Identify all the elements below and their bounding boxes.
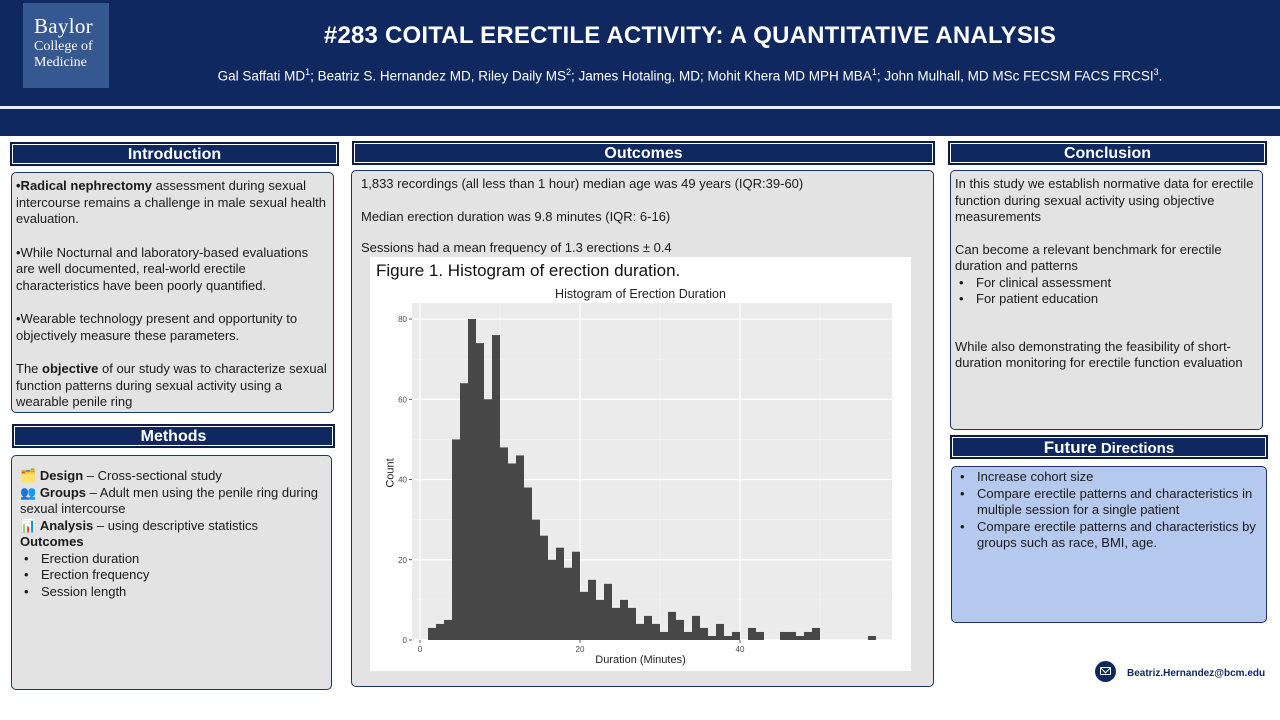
groups-label: Groups [39,484,87,500]
histogram-bar [468,319,476,640]
histogram-bar [476,343,484,640]
design-text: – Cross-sectional study [83,468,222,483]
histogram-bar [556,548,564,640]
email-icon [1095,661,1116,682]
outcomes-line-2: Median erection duration was 9.8 minutes (IQR: 6-16) [361,208,671,224]
y-tick-label: 60 [398,395,407,405]
list-item: • Compare erectile patterns and characteristics in multiple session for a single patient [956,486,1262,519]
intro-paragraph-4 [16,361,329,411]
list-item: • Increase cohort size [956,469,1262,486]
histogram-bar [460,383,468,640]
histogram-bar [724,636,732,640]
baylor-logo [23,3,109,88]
contact-email[interactable]: Beatriz.Hernandez@bcm.edu [1127,668,1266,679]
histogram-bar [524,488,532,640]
histogram-bar [732,632,740,640]
list-item: • Compare erectile patterns and characteristics by groups such as race, BMI, age. [956,519,1262,552]
y-tick-label: 20 [398,555,407,565]
y-tick-label: 40 [398,475,407,485]
y-tick-label: 0 [402,636,407,645]
histogram-bar [580,592,588,640]
list-item: • Erection frequency [20,567,323,584]
histogram-bar [596,600,604,640]
outcomes-line-3: Sessions had a mean frequency of 1.3 erections ± 0.4 [361,240,672,255]
list-item: • Session length [20,584,323,601]
histogram-bar [572,552,580,640]
histogram-bar [532,520,540,640]
methods-box [11,455,332,690]
list-item: • For patient education [955,291,1258,308]
author-list [205,64,1175,85]
design-label: Design [39,468,84,483]
histogram-bar [684,632,692,640]
intro-objective-term: objective [42,361,99,376]
histogram-bar [620,600,628,640]
x-tick-label: 20 [575,645,585,654]
conclusion-list [955,275,1258,308]
histogram-bar [780,632,788,640]
outcomes-label-text: Outcomes [20,534,84,549]
future-list [956,469,1262,552]
methods-groups [20,485,323,518]
future-heading-part-2: Directions [1096,440,1175,457]
conclusion-paragraph-1: In this study we establish normative data for erectile function during sexual activity using objective measurements [955,176,1254,224]
author-2-affil: 2 [565,67,571,77]
groups-text: – Adult men using the penile ring during sexual intercourse [20,484,319,516]
methods-analysis [20,518,323,535]
future-directions-heading [950,435,1268,459]
histogram-bar [452,439,460,640]
future-heading-part-1: Future [1043,438,1097,457]
histogram-bar [604,584,612,640]
figure-caption: Figure 1. Histogram of erection duration. [376,261,681,280]
conclusion-paragraph-3: While also demonstrating the feasibility of short-duration monitoring for erectile function evaluation [955,338,1243,370]
conclusion-box [950,170,1263,430]
y-tick-label: 80 [398,315,407,325]
conclusion-paragraph-2: Can become a relevant benchmark for erectile duration and patterns [955,241,1222,273]
histogram-bar [500,447,508,640]
methods-design [20,468,323,485]
histogram-chart [370,257,911,671]
intro-p4-pre: The [16,361,43,376]
intro-paragraph-2: •While Nocturnal and laboratory-based evaluations are well documented, real-world erectile characteristics have been poorly quantified. [16,244,309,293]
introduction-box [11,172,334,413]
intro-paragraph-1-text: assessment during sexual intercourse remains a challenge in male sexual health evaluation. [16,178,327,226]
author-1: Gal Saffati MD [217,68,306,84]
histogram-bar [796,636,804,640]
histogram-bar [652,624,660,640]
histogram-bar [788,632,796,640]
intro-paragraph-1 [16,178,329,228]
introduction-heading: Introduction [10,142,339,166]
analysis-label: Analysis [39,517,94,533]
histogram-bar [492,335,500,640]
y-axis-label: Count [384,458,397,488]
bar-chart-icon: 📊 [20,517,37,533]
histogram-bar [436,624,444,640]
logo-line-3: Medicine [34,55,87,70]
intro-bold-term: •Radical nephrectomy [16,178,153,193]
author-3: ; James Hotaling, MD; Mohit Khera MD MPH MBA [570,68,872,84]
intro-p4-rest: of our study was to characterize sexual function patterns during sexual activity using a wearable penile ring [16,361,327,409]
histogram-bar [668,612,676,640]
conclusion-heading: Conclusion [948,141,1267,165]
list-item: • Erection duration [20,551,323,568]
poster-header [0,0,1280,106]
histogram-bar [636,624,644,640]
author-end: . [1158,68,1163,84]
methods-heading: Methods [12,424,335,448]
header-band [0,109,1280,136]
histogram-bar [564,568,572,640]
histogram-bar [700,628,708,640]
histogram-bar [484,399,492,640]
histogram-bar [588,580,596,640]
histogram-bar [540,536,548,640]
histogram-bar [444,620,452,640]
histogram-bar [612,608,620,640]
logo-line-1: Baylor [34,14,93,38]
poster-title: #283 COITAL ERECTILE ACTIVITY: A QUANTITATIVE ANALYSIS [323,22,1057,49]
outcomes-line-1: 1,833 recordings (all less than 1 hour) median age was 49 years (IQR:39-60) [361,176,804,191]
x-tick-label: 40 [735,645,745,654]
histogram-bar [748,628,756,640]
intro-paragraph-3: •Wearable technology present and opportunity to objectively measure these parameters. [16,311,298,343]
x-axis-label: Duration (Minutes) [595,654,686,666]
analysis-text: – using descriptive statistics [93,517,259,533]
histogram-bar [628,608,636,640]
histogram-bar [644,616,652,640]
folder-icon: 🗂️ [20,468,37,483]
histogram-figure [370,257,911,671]
outcomes-heading: Outcomes [352,141,935,165]
people-icon: 👥 [20,484,37,500]
histogram-bar [508,463,516,640]
methods-outcomes-list [20,551,323,601]
histogram-bar [516,455,524,640]
histogram-bar [716,624,724,640]
x-tick-label: 0 [417,645,423,654]
methods-outcomes-label [20,534,323,551]
logo-line-2: College of [34,39,93,54]
author-2: ; Beatriz S. Hernandez MD, Riley Daily MS [310,68,566,84]
histogram-bar [868,636,876,640]
list-item: • For clinical assessment [955,275,1258,292]
histogram-bar [692,616,700,640]
author-4: ; John Mulhall, MD MSc FECSM FACS FRCSI [876,68,1154,84]
histogram-bar [676,620,684,640]
histogram-bar [660,632,668,640]
future-directions-box [951,466,1267,623]
author-4-affil: 3 [1153,67,1159,77]
histogram-bar [428,628,436,640]
histogram-bar [756,632,764,640]
author-1-affil: 1 [305,67,311,77]
histogram-bar [804,632,812,640]
histogram-bar [812,628,820,640]
chart-title: Histogram of Erection Duration [555,287,726,301]
histogram-bar [708,636,716,640]
author-3-affil: 1 [871,67,877,77]
histogram-bar [548,560,556,640]
